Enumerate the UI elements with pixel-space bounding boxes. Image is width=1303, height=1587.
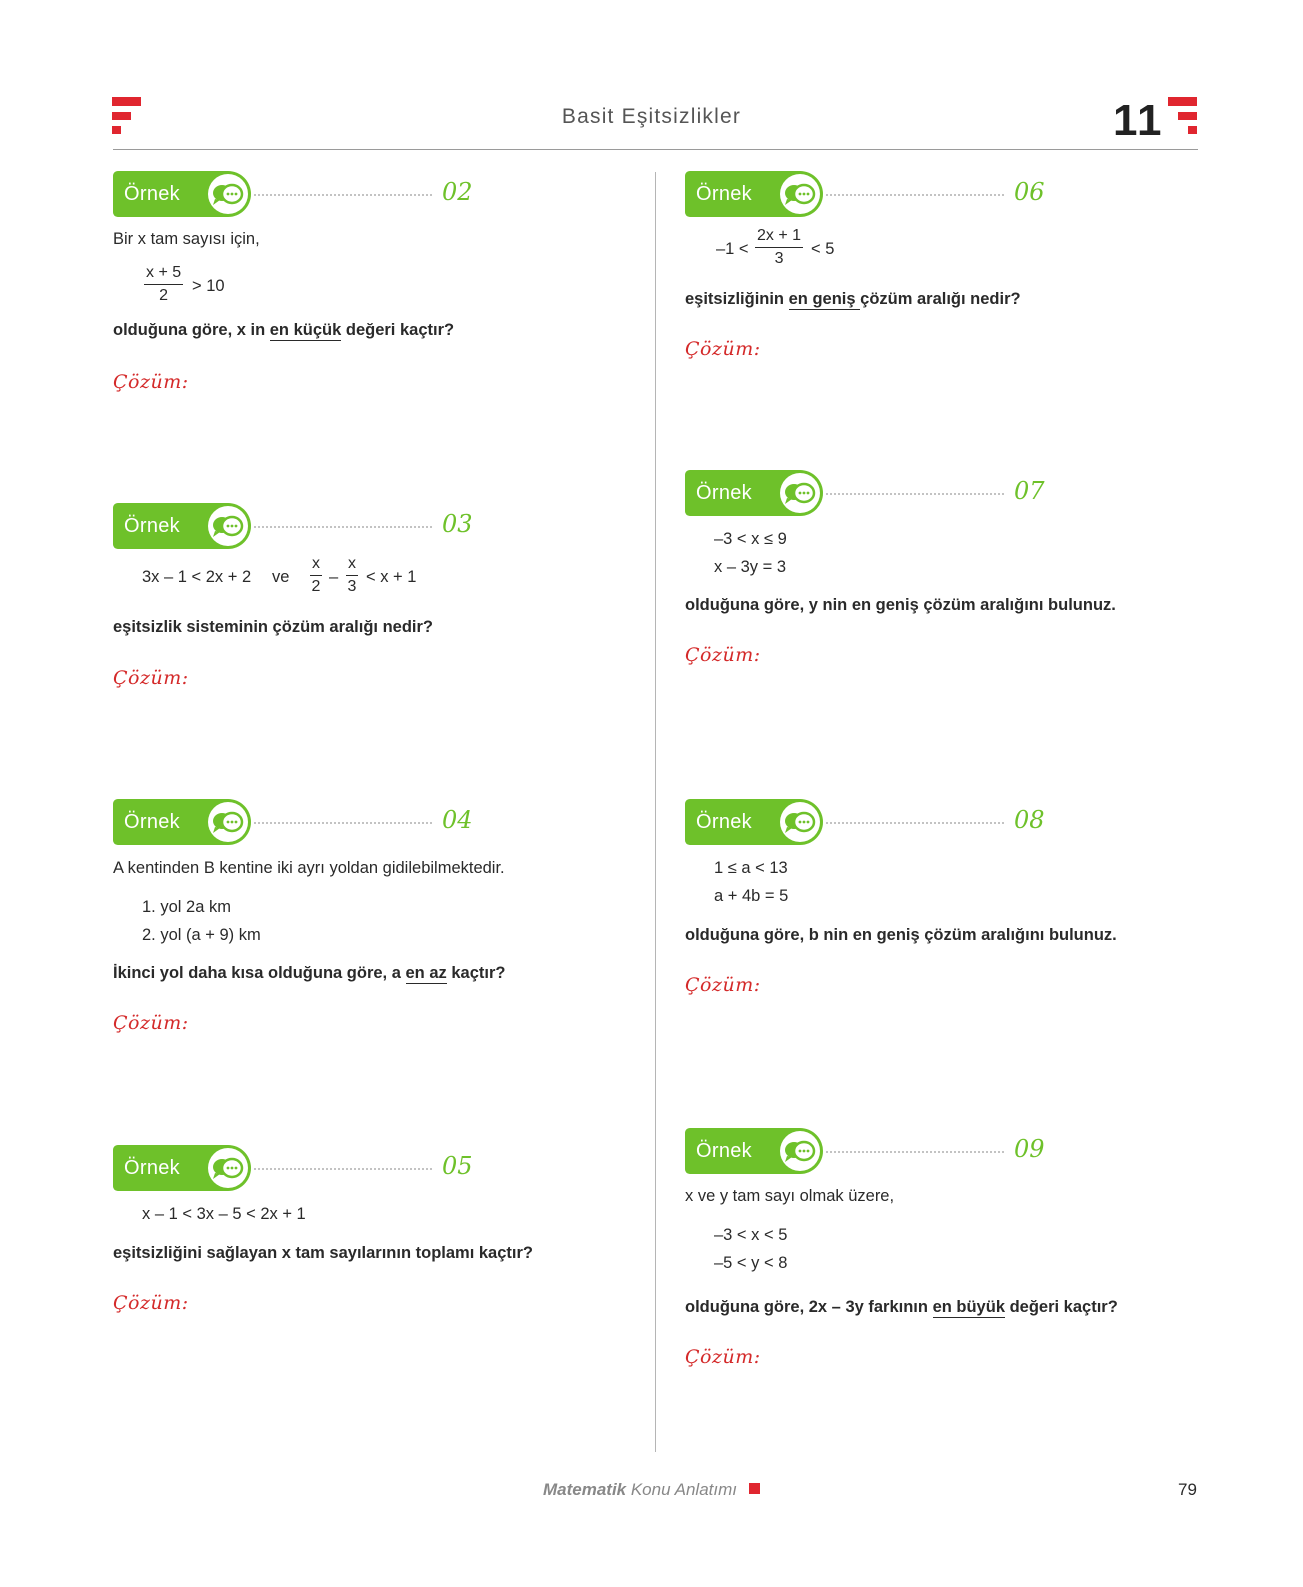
- question-text: İkinci yol daha kısa olduğuna göre, a: [113, 964, 406, 982]
- example-number: 06: [1014, 178, 1045, 206]
- example-intro: Bir x tam sayısı için,: [113, 230, 260, 248]
- inequality-rhs: > 10: [192, 277, 225, 295]
- dotted-leader: [826, 1151, 1004, 1153]
- fraction-denominator: 3: [774, 250, 784, 267]
- example-intro: x ve y tam sayı olmak üzere,: [685, 1187, 895, 1205]
- page-title: Basit Eşitsizlikler: [561, 105, 742, 128]
- fraction: [346, 553, 358, 598]
- solution-label: Çözüm:: [685, 974, 761, 996]
- badge-label: Örnek: [696, 811, 752, 833]
- badge-label: Örnek: [124, 811, 180, 833]
- question-text: çözüm aralığı nedir?: [860, 290, 1021, 308]
- badge-label: Örnek: [124, 183, 180, 205]
- badge-label: Örnek: [124, 1157, 180, 1179]
- badge-label: Örnek: [696, 1140, 752, 1162]
- example-number: 04: [442, 806, 473, 834]
- page-number: 79: [1178, 1480, 1197, 1499]
- question-text: eşitsizliğinin: [685, 290, 789, 308]
- inequality-left: –1 <: [716, 240, 749, 258]
- example-badge: [685, 171, 823, 217]
- condition-line: x – 3y = 3: [714, 558, 787, 576]
- question-text: değeri kaçtır?: [1005, 1298, 1118, 1316]
- fraction-numerator: x: [310, 553, 322, 576]
- dotted-leader: [826, 822, 1004, 824]
- column-divider: [655, 172, 656, 1452]
- dotted-leader: [826, 194, 1004, 196]
- list-item: 1. yol 2a km: [142, 898, 231, 916]
- condition-line: –5 < y < 8: [714, 1254, 788, 1272]
- condition-line: 1 ≤ a < 13: [714, 859, 788, 877]
- example-badge: [685, 470, 823, 516]
- dotted-leader: [254, 194, 432, 196]
- chapter-number: 11: [1113, 96, 1164, 145]
- solution-label: Çözüm:: [113, 371, 189, 393]
- chat-bubble-icon: [208, 506, 248, 546]
- solution-label: Çözüm:: [113, 1012, 189, 1034]
- fraction-denominator: 2: [159, 287, 169, 304]
- inequality-right: < 5: [811, 240, 835, 258]
- minus-sign: –: [329, 568, 339, 586]
- dotted-leader: [826, 493, 1004, 495]
- fraction: [310, 553, 322, 598]
- example-badge: [685, 1128, 823, 1174]
- brand-logo-right: [1168, 97, 1198, 137]
- fraction-numerator: x: [346, 553, 358, 576]
- fraction-denominator: 3: [347, 578, 357, 595]
- example-number: 09: [1014, 1135, 1045, 1163]
- example-intro: A kentinden B kentine iki ayrı yoldan gidilebilmektedir.: [113, 859, 505, 877]
- example-question: [685, 290, 1021, 309]
- inequality: 3x – 1 < 2x + 2: [142, 568, 252, 586]
- chat-bubble-icon: [780, 473, 820, 513]
- question-emphasis: en geniş: [788, 290, 861, 308]
- condition-line: a + 4b = 5: [714, 887, 789, 905]
- condition-line: –3 < x ≤ 9: [714, 530, 787, 548]
- dotted-leader: [254, 822, 432, 824]
- example-question: olduğuna göre, y nin en geniş çözüm aralığını bulunuz.: [685, 596, 1116, 614]
- fraction-numerator: x + 5: [144, 262, 183, 285]
- example-badge: [113, 171, 251, 217]
- footer-rest: Konu Anlatımı: [626, 1480, 737, 1499]
- badge-label: Örnek: [124, 515, 180, 537]
- example-badge: [685, 799, 823, 845]
- inequality-rhs: < x + 1: [366, 568, 417, 586]
- chat-bubble-icon: [780, 174, 820, 214]
- example-question: [685, 1298, 1118, 1317]
- footer-subject: Matematik: [542, 1480, 627, 1499]
- example-badge: [113, 503, 251, 549]
- question-emphasis: en büyük: [932, 1298, 1005, 1316]
- solution-label: Çözüm:: [113, 1292, 189, 1314]
- footer-book-title: [0, 1480, 1303, 1500]
- solution-label: Çözüm:: [685, 338, 761, 360]
- question-text: değeri kaçtır?: [341, 321, 455, 339]
- example-question: eşitsizlik sisteminin çözüm aralığı nedir?: [113, 618, 434, 636]
- solution-label: Çözüm:: [685, 644, 761, 666]
- question-text: kaçtır?: [446, 964, 506, 982]
- example-question: olduğuna göre, b nin en geniş çözüm aralığını bulunuz.: [685, 926, 1117, 944]
- chat-bubble-icon: [208, 1148, 248, 1188]
- badge-label: Örnek: [696, 183, 752, 205]
- dotted-leader: [254, 526, 432, 528]
- fraction: [755, 225, 803, 270]
- dotted-leader: [254, 1168, 432, 1170]
- question-emphasis: en küçük: [269, 321, 342, 339]
- header-divider: [113, 149, 1198, 150]
- example-badge: [113, 799, 251, 845]
- conjunction: ve: [272, 568, 290, 586]
- example-badge: [113, 1145, 251, 1191]
- fraction: [144, 262, 183, 307]
- chat-bubble-icon: [780, 1131, 820, 1171]
- solution-label: Çözüm:: [113, 667, 189, 689]
- fraction-denominator: 2: [311, 578, 321, 595]
- example-number: 05: [442, 1152, 473, 1180]
- example-question: eşitsizliğini sağlayan x tam sayılarının toplamı kaçtır?: [113, 1244, 533, 1262]
- question-text: olduğuna göre, x in: [113, 321, 270, 339]
- list-item: 2. yol (a + 9) km: [142, 926, 261, 944]
- example-number: 03: [442, 510, 473, 538]
- example-number: 07: [1014, 477, 1045, 505]
- chat-bubble-icon: [208, 802, 248, 842]
- example-number: 02: [442, 178, 473, 206]
- solution-label: Çözüm:: [685, 1346, 761, 1368]
- question-emphasis: en az: [405, 964, 447, 982]
- condition-line: –3 < x < 5: [714, 1226, 788, 1244]
- chat-bubble-icon: [780, 802, 820, 842]
- example-question: [113, 964, 505, 983]
- inequality: x – 1 < 3x – 5 < 2x + 1: [142, 1205, 306, 1223]
- question-text: olduğuna göre, 2x – 3y farkının: [685, 1298, 933, 1316]
- chat-bubble-icon: [208, 174, 248, 214]
- badge-label: Örnek: [696, 482, 752, 504]
- example-question: [113, 321, 454, 340]
- fraction-numerator: 2x + 1: [755, 225, 803, 248]
- example-number: 08: [1014, 806, 1045, 834]
- footer-square-icon: [749, 1483, 760, 1494]
